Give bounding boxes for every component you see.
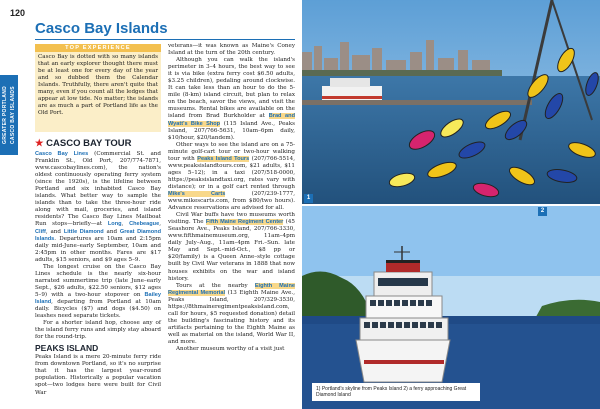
photo-caption: 1) Portland's skyline from Peaks Island 2) a ferry approaching Great Diamond Island	[312, 383, 480, 401]
link-casco-bay-lines[interactable]: Casco Bay Lines	[35, 151, 89, 157]
column-1	[35, 136, 161, 397]
paragraph: Tours at the nearby Eighth Maine Regimental Memorial (13 Eighth Maine Ave., Peaks Island, 207/329-3530, https://8thmaineregimentpeaksisland.com, call for hours, $5 requested donation) detail the building's fascinating history and its artifacts pertaining to the Eighth Maine as well as material on the island, World War II, and more.	[168, 282, 295, 345]
photo-skyline-buoys	[302, 0, 600, 204]
paragraph: Peaks Island is a mere 20-minute ferry ride from downtown Portland, so it's no surprise that it has the largest year-round population. Historically a popular vacation spot—two lodges here were built for Civil War	[35, 354, 161, 396]
tour-heading: ★ CASCO BAY TOUR	[35, 138, 132, 149]
link-fifth-maine[interactable]: Fifth Maine Regiment Center	[205, 219, 284, 226]
paragraph: Another museum worthy of a visit just	[176, 346, 285, 353]
star-icon: ★	[35, 138, 44, 149]
link-peaks-island-tours[interactable]: Peaks Island Tours	[197, 155, 250, 162]
link-great-diamond[interactable]: Great Diamond Islands	[35, 228, 161, 242]
photo-ferry	[302, 206, 600, 409]
peaks-heading: PEAKS ISLAND	[35, 343, 99, 354]
paragraph: The longest cruise on the Casco Bay Lines schedule is the nearly six-hour narrated summertime trip (late June–early Sept., $26 adults, $22.50 seniors, $12 ages 5–9) with a two-hour stopover on Bailey Island, departing from Portland at 10am daily. Bicycles ($7) and dogs ($4.50) on leashes need separate tickets.	[35, 263, 161, 320]
top-experience-header: TOP EXPERIENCE	[35, 44, 161, 52]
link-cliff[interactable]: Cliff	[35, 228, 46, 235]
link-chebeague[interactable]: Chebeague	[129, 221, 160, 228]
page-number: 120	[10, 8, 26, 18]
page-title: Casco Bay Islands	[35, 20, 168, 37]
paragraph: Civil War buffs have two museums worth visiting. The Fifth Maine Regiment Center (45 Seashore Ave., Peaks Island, 207/766-3330, www.fifthmainemuseum.org, 11am–4pm daily July–Aug., 11am–4pm Fri.–Sun. late May and Sept.–mid-Oct., $8 pp or $20/family) is a Queen Anne–style cottage built by Civil War veterans in 1888 that now houses exhibits on the war and island history.	[168, 212, 295, 282]
top-experience-box	[35, 44, 161, 132]
link-long[interactable]: Long	[107, 221, 122, 228]
side-tab	[0, 75, 18, 155]
side-tab-text	[1, 77, 17, 153]
top-experience-text: Casco Bay is dotted with so many islands that an early explorer thought there must be at least one for every day of the year and so dubbed them the Calendar Islands. Truthfully, there aren't quite that many, even if you count all the ledges that appear at low tide. No matter; the islands are as much a part of Portland life as the Old Port.	[38, 54, 158, 117]
link-bike-shop[interactable]: Brad and Wyatt's Bike Shop	[168, 113, 295, 127]
photo-number-2: 2	[538, 207, 547, 216]
paragraph: veterans—it was known as Maine's Coney Island at the turn of the 20th century.	[168, 43, 295, 57]
paragraph: Although you can walk the island's perimeter in 3–4 hours, the best way to see it is via bike (extra ferry cost $6.50 adults, $3.25 children), pedaling around clockwise. It can take less than an hour to do the 5-mile (8-km) island circuit, but plan to relax on the beach, savor the views, and visit the museums. Rental bikes are available on the island from Brad Burkholder at Brad and Wyatt's Bike Shop (115 Island Ave., Peaks Island, 207/766-5631, 10am–6pm daily, $10/hour, $20/tandem).	[168, 57, 295, 141]
column-2	[168, 43, 295, 353]
photo-number-1: 1	[304, 194, 313, 203]
side-tab-line2: CASCO BAY ISLANDS	[10, 86, 16, 144]
skyline-buoys-illustration	[302, 0, 600, 204]
link-mikes-carts[interactable]: Mike's Carts	[168, 190, 226, 197]
side-tab-line1: GREATER PORTLAND	[2, 85, 8, 145]
paragraph: For a shorter island hop, choose any of the island ferry runs and simply stay aboard for the round-trip.	[35, 320, 161, 341]
title-rule	[35, 39, 295, 40]
link-eighth-maine[interactable]: Eighth Maine Regimental Memorial	[168, 282, 295, 296]
paragraph: Other ways to see the island are on a 75-minute golf-cart tour or two-hour walking tour with Peaks Island Tours (207/766-5514, www.peaksislandtours.com, $21 adults, $11 ages 5–12); in a taxi (207/518-0000, https://peaksislandtaxi.org, rates vary with distance); or in a golf cart rented through Mike's Carts (207/239-1777, www.mikescarts.com, from $80/two hours). Advance reservations are advised for all.	[168, 141, 295, 212]
link-bailey-island[interactable]: Bailey Island	[35, 291, 161, 305]
ferry-illustration	[302, 206, 600, 409]
paragraph: Casco Bay Lines (Commercial St. and Franklin St., Old Port, 207/774-7871, www.cascobaylines.com), the nation's oldest continuously operating ferry system (since the 1920s), is the lifeline between Portland and six inhabited Casco Bay islands. What better way to sample the islands than to take the three-hour ride along with mail, groceries, and island residents? The Casco Bay Lines Mailboat Run stops—briefly—at Long, Chebeague, Cliff, and Little Diamond and Great Diamond Islands. Departures are 10am and 2:15pm daily mid-June–early September, 10am and 2:45pm in other months. Fares are $17 adults, $15 seniors, and $9 ages 5–9.	[35, 151, 161, 263]
link-little-diamond[interactable]: Little Diamond	[63, 228, 104, 235]
